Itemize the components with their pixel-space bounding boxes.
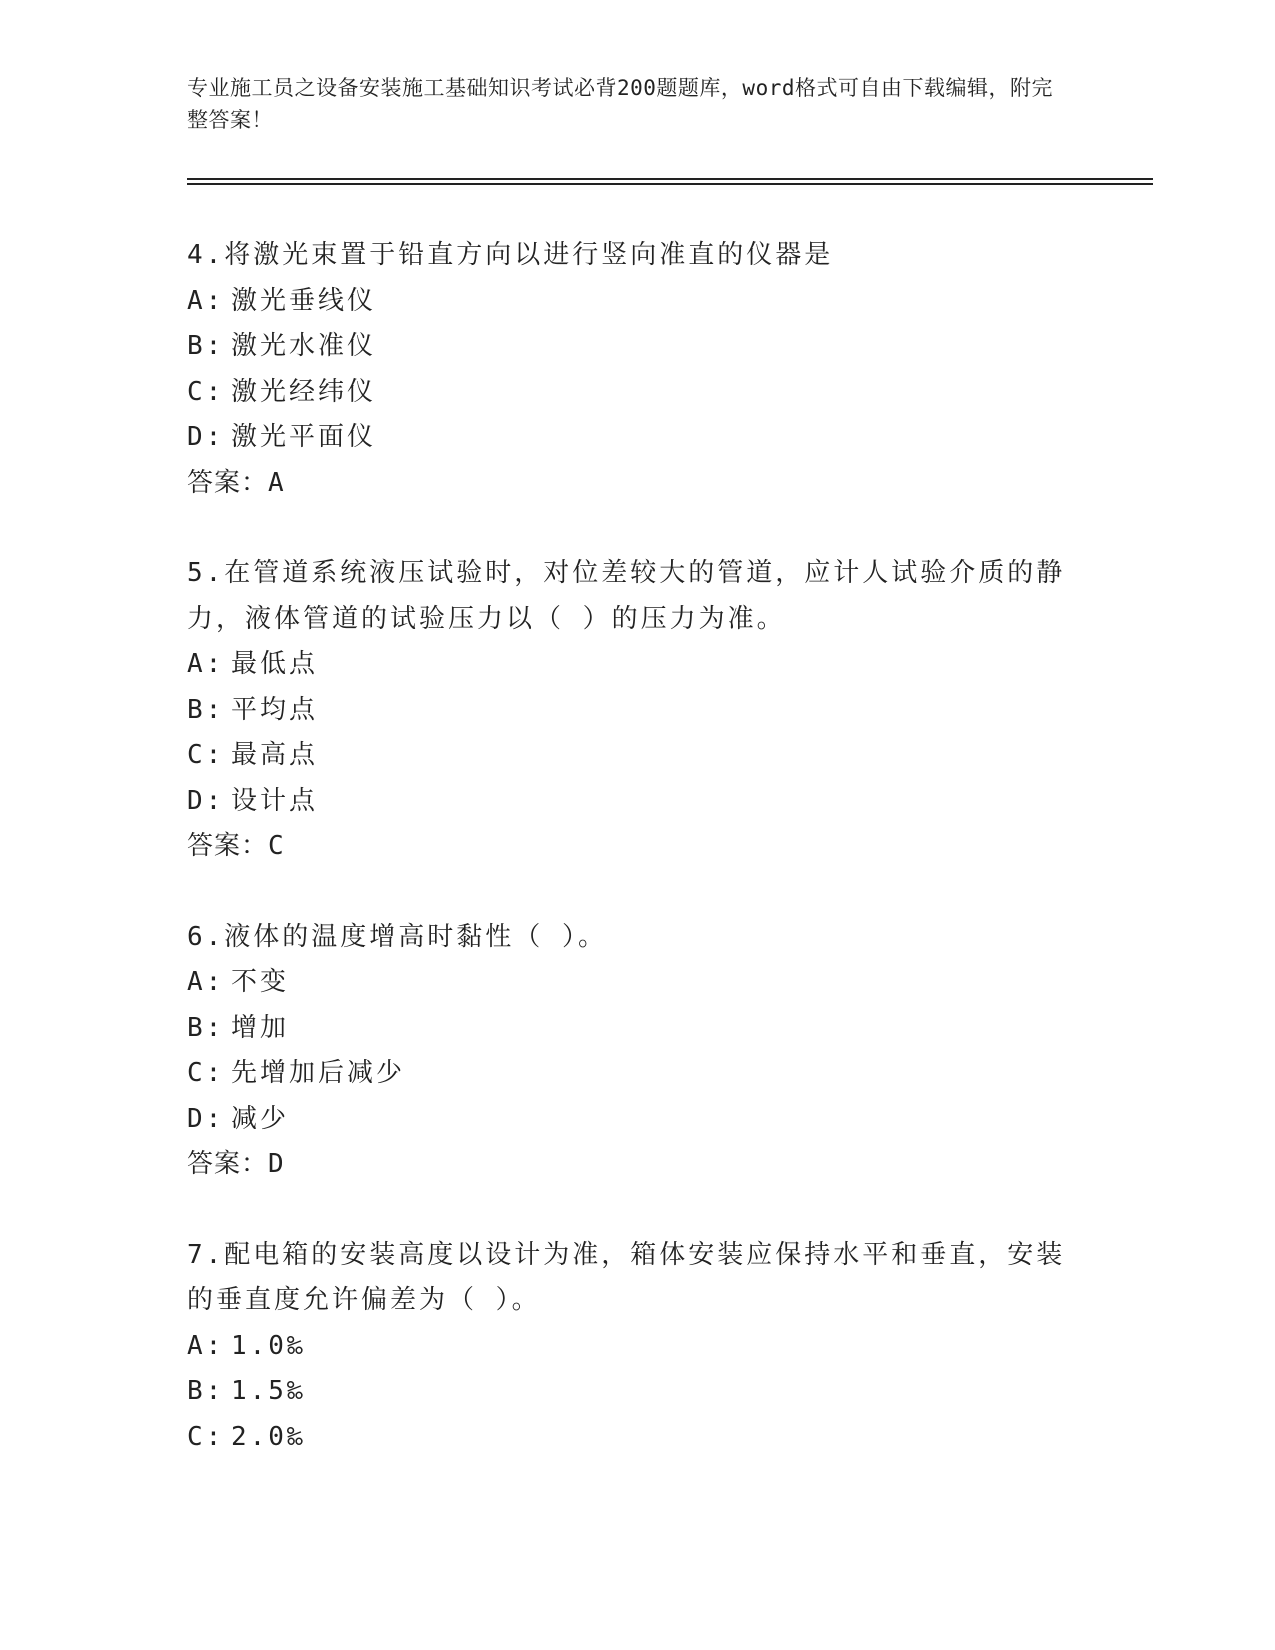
- option-text: 减少: [231, 1103, 290, 1134]
- header-divider-bottom: [187, 183, 1153, 185]
- option-c: [187, 1051, 1067, 1097]
- option-text: 不变: [231, 967, 290, 997]
- question-4: [187, 233, 1067, 506]
- option-a: [187, 1324, 1067, 1370]
- option-key: B:: [187, 331, 225, 361]
- option-text: 1.5‰: [231, 1376, 306, 1406]
- option-c: [187, 1415, 1067, 1461]
- option-key: C:: [187, 740, 225, 770]
- option-text: 激光平面仪: [231, 422, 377, 452]
- option-b: [187, 324, 1067, 370]
- option-text: 最低点: [231, 649, 319, 679]
- option-text: 激光垂线仪: [231, 285, 377, 316]
- option-key: A:: [187, 649, 225, 679]
- option-key: C:: [187, 376, 225, 407]
- header-divider-top: [187, 178, 1153, 180]
- option-text: 平均点: [231, 694, 319, 725]
- question-stem: 7.配电箱的安装高度以设计为准，箱体安装应保持水平和垂直，安装的垂直度允许偏差为（ ）。: [187, 1239, 1066, 1315]
- option-key: B:: [187, 1376, 225, 1406]
- option-b: [187, 1369, 1067, 1415]
- option-key: B:: [187, 1012, 225, 1043]
- option-d: [187, 779, 1067, 825]
- question-stem: 5.在管道系统液压试验时，对位差较大的管道，应计人试验介质的静力，液体管道的试验压力以（ ）的压力为准。: [187, 558, 1066, 634]
- option-text: 2.0‰: [231, 1421, 306, 1452]
- option-key: D:: [187, 422, 225, 452]
- question-5: [187, 551, 1067, 870]
- question-7: [187, 1233, 1067, 1461]
- answer: 答案：A: [187, 467, 285, 498]
- option-c: [187, 733, 1067, 779]
- option-d: [187, 1097, 1067, 1143]
- option-text: 先增加后减少: [231, 1058, 406, 1088]
- option-text: 激光水准仪: [231, 331, 377, 361]
- option-key: D:: [187, 785, 225, 816]
- answer: 答案：D: [187, 1149, 285, 1179]
- option-d: [187, 415, 1067, 461]
- option-text: 最高点: [231, 740, 319, 770]
- question-6: [187, 915, 1067, 1188]
- option-a: [187, 642, 1067, 688]
- document-header: 专业施工员之设备安装施工基础知识考试必背200题题库，word格式可自由下载编辑，附完整答案！: [187, 76, 1053, 132]
- option-key: B:: [187, 694, 225, 725]
- option-key: A:: [187, 285, 225, 316]
- option-b: [187, 688, 1067, 734]
- option-key: D:: [187, 1103, 225, 1134]
- option-a: [187, 960, 1067, 1006]
- answer: 答案：C: [187, 831, 285, 861]
- option-text: 1.0‰: [231, 1330, 306, 1361]
- option-b: [187, 1006, 1067, 1052]
- option-text: 激光经纬仪: [231, 376, 377, 407]
- option-text: 设计点: [231, 785, 319, 816]
- question-stem: 6.液体的温度增高时黏性（ ）。: [187, 921, 607, 952]
- option-c: [187, 370, 1067, 416]
- option-a: [187, 279, 1067, 325]
- question-list: [187, 233, 1067, 1505]
- option-key: A:: [187, 1330, 225, 1361]
- option-key: C:: [187, 1058, 225, 1088]
- option-text: 增加: [231, 1012, 290, 1043]
- option-key: A:: [187, 967, 225, 997]
- question-stem: 4.将激光束置于铅直方向以进行竖向准直的仪器是: [187, 240, 834, 270]
- option-key: C:: [187, 1421, 225, 1452]
